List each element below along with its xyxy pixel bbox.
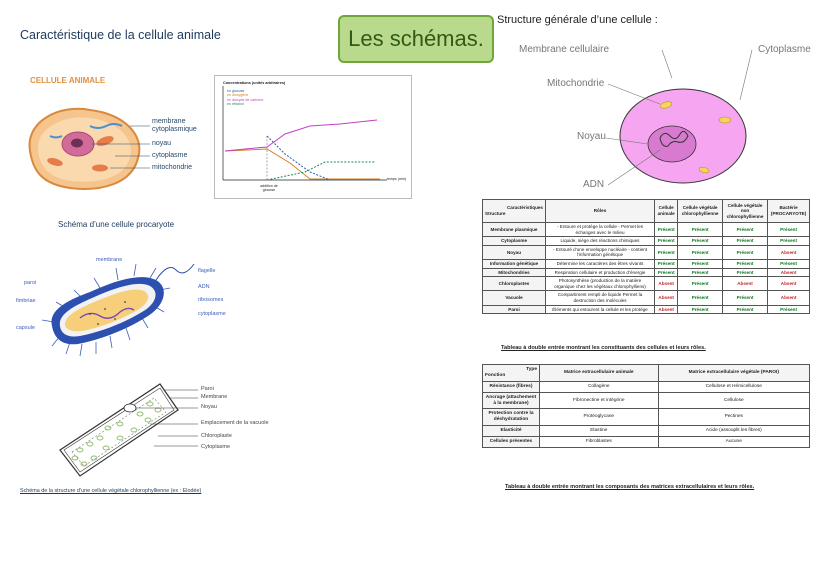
pro-label-capsule: capsule bbox=[16, 325, 35, 331]
animal-label-cytoplasme: cytoplasme bbox=[152, 152, 188, 159]
plant-cell-caption: Schéma de la structure d’une cellule végétale chlorophyllienne (ex : Elodée) bbox=[20, 488, 202, 494]
pro-label-ribosomes: ribosomes bbox=[198, 297, 224, 303]
table2-corner-bottom: Fonction bbox=[485, 373, 506, 378]
table2-header-row bbox=[483, 365, 810, 382]
legend-co2: en dioxyde de carbone bbox=[227, 97, 264, 102]
pro-label-fimbriae: fimbriae bbox=[16, 298, 36, 304]
row-function: Ancrage (attachement à la membrane) bbox=[483, 392, 540, 409]
presence-cell: Présent bbox=[722, 237, 767, 246]
table2-header-animal: Matrice extracellulaire animale bbox=[540, 365, 659, 382]
table2-header-plant: Matrice extracellulaire végétale (PAROI) bbox=[658, 365, 809, 382]
legend-dioxygen: en dioxygène bbox=[227, 93, 249, 98]
plant-label-paroi: Paroi bbox=[201, 386, 214, 392]
row-structure: Mitochondries bbox=[483, 268, 546, 277]
row-role: Éléments qui entourent la cellule et les protège bbox=[546, 305, 655, 314]
table1-corner-top: Caractéristiques bbox=[506, 205, 543, 211]
pro-label-adn: ADN bbox=[198, 284, 210, 290]
row-structure: Cytoplasme bbox=[483, 237, 546, 246]
table-row bbox=[483, 223, 810, 237]
animal-label-membrane: membrane cytoplasmique bbox=[152, 118, 197, 133]
presence-cell: Présent bbox=[655, 223, 678, 237]
gen-label-cytoplasme: Cytoplasme bbox=[758, 44, 811, 55]
plant-cell-illustration bbox=[50, 380, 200, 480]
presence-cell: Présent bbox=[722, 268, 767, 277]
row-structure: Paroi bbox=[483, 305, 546, 314]
row-role: Respiration cellulaire et production d’énergie bbox=[546, 268, 655, 277]
table-row bbox=[483, 291, 810, 305]
row-structure: Noyau bbox=[483, 245, 546, 259]
presence-cell: Présent bbox=[722, 291, 767, 305]
table1-corner bbox=[483, 200, 546, 223]
table1-header-roles: Rôles bbox=[546, 200, 655, 223]
row-role: Compartiment rempli de liquide Permet la destruction des molécules bbox=[546, 291, 655, 305]
presence-cell: Présent bbox=[678, 268, 723, 277]
legend-ethanol: en éthanol bbox=[227, 101, 244, 106]
presence-cell: Absent bbox=[768, 291, 810, 305]
matrix-cell: Protéoglycane bbox=[540, 409, 659, 426]
row-function: Cellules présentes bbox=[483, 436, 540, 447]
row-structure: Vacuole bbox=[483, 291, 546, 305]
presence-cell: Présent bbox=[722, 245, 767, 259]
presence-cell: Absent bbox=[768, 245, 810, 259]
legend-glucose: en glucose bbox=[227, 89, 245, 93]
pro-label-flagelle: flagelle bbox=[198, 268, 216, 274]
table1-caption: Tableau à double entrée montrant les constituants des cellules et leurs rôles. bbox=[501, 345, 706, 351]
presence-cell: Présent bbox=[768, 305, 810, 314]
matrix-cell: Elastine bbox=[540, 425, 659, 436]
table-row bbox=[483, 237, 810, 246]
pro-label-paroi: paroi bbox=[24, 280, 37, 286]
matrix-cell: Collagène bbox=[540, 382, 659, 393]
presence-cell: Présent bbox=[655, 245, 678, 259]
presence-cell: Absent bbox=[722, 277, 767, 291]
presence-cell: Absent bbox=[655, 277, 678, 291]
presence-cell: Absent bbox=[655, 291, 678, 305]
table-row bbox=[483, 245, 810, 259]
table2-corner-top: Type bbox=[526, 367, 537, 373]
graph-plot bbox=[215, 76, 411, 198]
table-row bbox=[483, 382, 810, 393]
presence-cell: Présent bbox=[768, 259, 810, 268]
presence-cell: Présent bbox=[655, 237, 678, 246]
concentration-graph bbox=[214, 75, 412, 199]
table-row bbox=[483, 436, 810, 447]
section-title-animal-cell: Caractéristique de la cellule animale bbox=[20, 28, 221, 42]
series-ethanol bbox=[267, 162, 375, 180]
animal-label-noyau: noyau bbox=[152, 140, 172, 147]
presence-cell: Absent bbox=[655, 305, 678, 314]
presence-cell: Absent bbox=[768, 268, 810, 277]
table1-header-plant-chloro: Cellule végétale chlorophyllienne bbox=[678, 200, 723, 223]
table2-corner bbox=[483, 365, 540, 382]
plant-label-noyau: Noyau bbox=[201, 404, 217, 410]
presence-cell: Présent bbox=[655, 268, 678, 277]
cell-constituents-table bbox=[482, 199, 810, 314]
presence-cell: Présent bbox=[678, 259, 723, 268]
general-cell-illustration bbox=[600, 40, 770, 200]
presence-cell: Présent bbox=[768, 223, 810, 237]
section-title-general-structure: Structure générale d’une cellule : bbox=[497, 14, 658, 26]
presence-cell: Présent bbox=[722, 259, 767, 268]
gen-label-noyau: Noyau bbox=[577, 131, 606, 142]
matrix-cell: Fibroblastes bbox=[540, 436, 659, 447]
graph-annotation: addition de glucose bbox=[260, 184, 278, 193]
table-row bbox=[483, 305, 810, 314]
pro-label-membrane: membrane bbox=[96, 257, 123, 263]
graph-title: Concentrations (unités arbitraires) bbox=[223, 81, 286, 85]
plant-label-cytoplasme: Cytoplasme bbox=[201, 444, 231, 450]
table-row bbox=[483, 259, 810, 268]
matrix-cell: Fibronectine et intégrine bbox=[540, 392, 659, 409]
pro-label-cytoplasme: cytoplasme bbox=[198, 311, 226, 317]
presence-cell: Présent bbox=[678, 291, 723, 305]
presence-cell: Présent bbox=[678, 277, 723, 291]
row-role: Liquide, siège des réactions chimiques bbox=[546, 237, 655, 246]
series-co2 bbox=[225, 120, 377, 151]
plant-label-chloroplaste: Chloroplaste bbox=[201, 433, 232, 439]
presence-cell: Présent bbox=[768, 237, 810, 246]
row-structure: Information génétique bbox=[483, 259, 546, 268]
gen-label-adn: ADN bbox=[583, 179, 605, 190]
presence-cell: Présent bbox=[655, 259, 678, 268]
row-role: - Entoure et protège la cellule - Permet les échanges avec le milieu bbox=[546, 223, 655, 237]
table-row bbox=[483, 277, 810, 291]
presence-cell: Présent bbox=[722, 305, 767, 314]
table2-caption: Tableau à double entrée montrant les composants des matrices extracellulaires et leurs rôles. bbox=[505, 484, 755, 490]
gen-label-mitochondrie: Mitochondrie bbox=[547, 78, 605, 89]
row-role: Détermine les caractères des êtres vivants bbox=[546, 259, 655, 268]
procaryote-heading: Schéma d’une cellule procaryote bbox=[58, 220, 175, 229]
presence-cell: Présent bbox=[678, 237, 723, 246]
row-structure: Chloroplastes bbox=[483, 277, 546, 291]
presence-cell: Présent bbox=[678, 245, 723, 259]
extracellular-matrix-table bbox=[482, 364, 810, 448]
table-row bbox=[483, 392, 810, 409]
table-row bbox=[483, 425, 810, 436]
graph-xlabel: temps (min) bbox=[387, 177, 406, 181]
row-function: Elasticité bbox=[483, 425, 540, 436]
presence-cell: Présent bbox=[722, 223, 767, 237]
animal-label-mitochondrie: mitochondrie bbox=[152, 164, 193, 171]
gen-label-membrane: Membrane cellulaire bbox=[519, 44, 610, 55]
presence-cell: Présent bbox=[678, 223, 723, 237]
matrix-cell: Pectines bbox=[658, 409, 809, 426]
table1-header-row bbox=[483, 200, 810, 223]
table1-header-plant-nonchloro: Cellule végétale non chlorophyllienne bbox=[722, 200, 767, 223]
matrix-cell: Aucune bbox=[658, 436, 809, 447]
row-function: Protection contre la déshydratation bbox=[483, 409, 540, 426]
row-function: Résistance (fibres) bbox=[483, 382, 540, 393]
table1-header-animal: Cellule animale bbox=[655, 200, 678, 223]
presence-cell: Absent bbox=[768, 277, 810, 291]
table-row bbox=[483, 268, 810, 277]
animal-cell-illustration bbox=[20, 96, 150, 196]
presence-cell: Présent bbox=[678, 305, 723, 314]
plant-label-vacuole: Emplacement de la vacuole bbox=[201, 420, 269, 426]
matrix-cell: Acide (assouplit les fibres) bbox=[658, 425, 809, 436]
row-role: - Entouré d’une enveloppe nucléaire - contient l’information génétique bbox=[546, 245, 655, 259]
matrix-cell: Cellulose bbox=[658, 392, 809, 409]
procaryote-illustration bbox=[30, 244, 230, 364]
plant-label-membrane: Membrane bbox=[201, 394, 228, 400]
table1-corner-bottom: Structure bbox=[485, 211, 506, 216]
table-row bbox=[483, 409, 810, 426]
table1-header-bacteria: Bactérie (PROCARYOTE) bbox=[768, 200, 810, 223]
row-structure: Membrane plasmique bbox=[483, 223, 546, 237]
banner-title: Les schémas. bbox=[338, 15, 494, 63]
matrix-cell: Cellulose et Hémicellulose bbox=[658, 382, 809, 393]
animal-cell-heading: CELLULE ANIMALE bbox=[30, 76, 106, 85]
row-role: Photosynthèse (production de la matière organique chez les végétaux chlorophylliens) bbox=[546, 277, 655, 291]
series-dioxygen bbox=[225, 149, 380, 179]
